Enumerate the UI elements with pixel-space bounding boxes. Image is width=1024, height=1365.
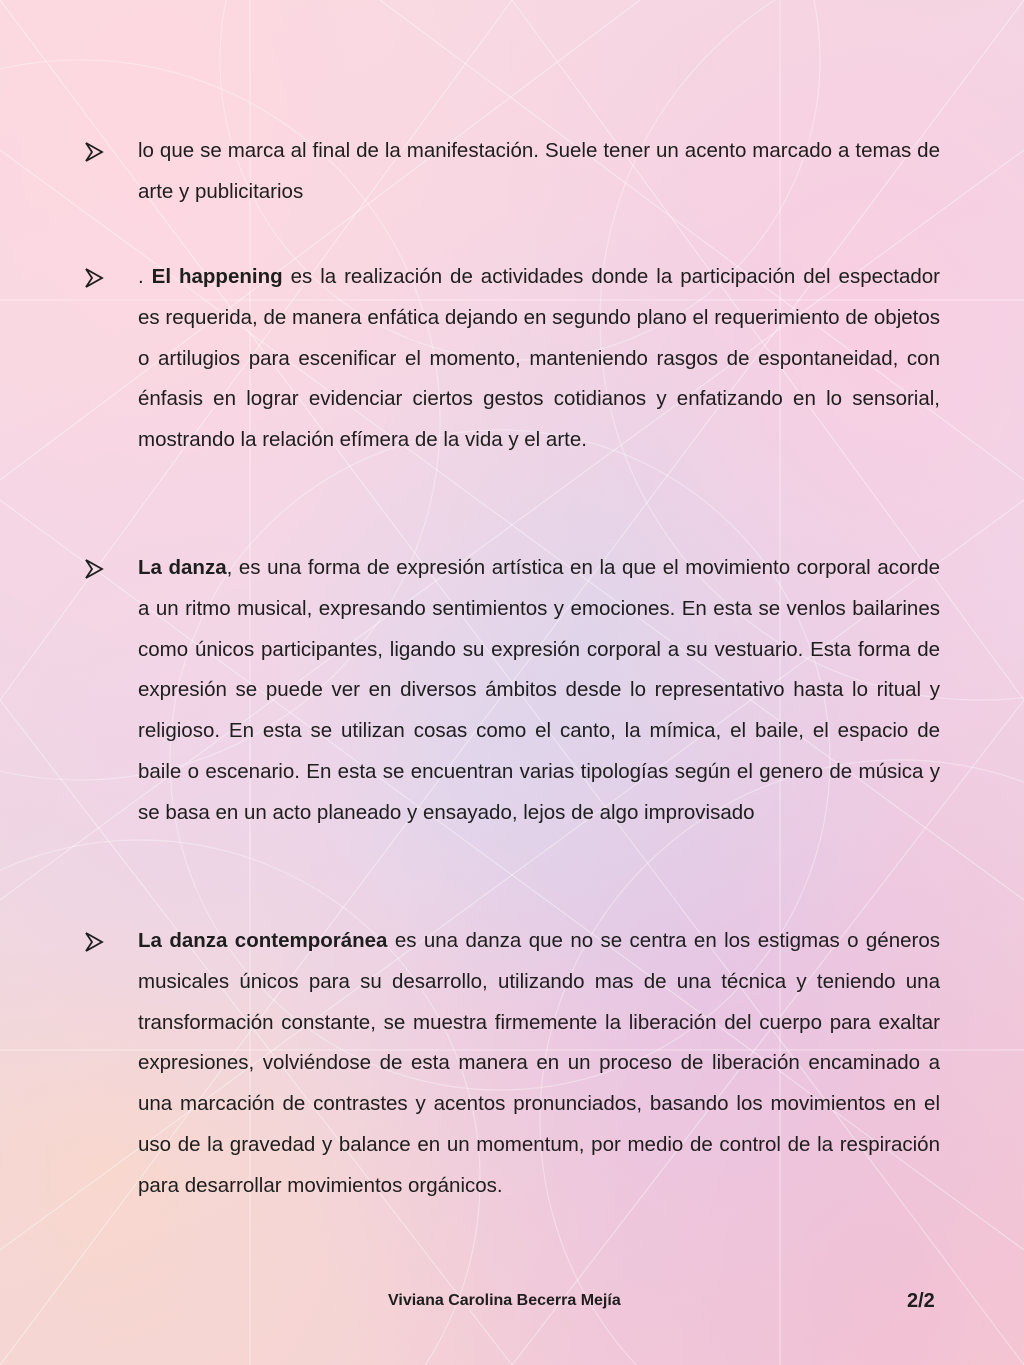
paragraph-happening: [138, 257, 940, 461]
paragraph-prefix: .: [138, 265, 152, 288]
paragraph-lead-term: La danza contemporánea: [138, 929, 388, 952]
arrowhead-bullet-icon: [84, 141, 104, 163]
page-number: 2/2: [907, 1290, 935, 1312]
paragraph-danza: [138, 548, 940, 834]
paragraph-lead-term: La danza: [138, 556, 227, 579]
paragraph-text: , es una forma de expresión artística en la que el movimiento corporal acorde a un ritmo musical, expresando sentimientos y emociones. En esta se venlos bailarines como únicos participantes, ligando su expresión corporal a su vestuario. Esta forma de expresión se puede ver en diversos ámbitos desde lo representativo hasta lo ritual y religioso. En esta se utilizan cosas como el canto, la mímica, el baile, el espacio de baile o escenario. En esta se encuentran varias tipologías según el genero de música y se basa en un acto planeado y ensayado, lejos de algo improvisado: [138, 556, 940, 824]
paragraph-manifestation: [138, 131, 940, 213]
footer-author: Viviana Carolina Becerra Mejía: [388, 1292, 621, 1309]
arrowhead-bullet-icon: [84, 558, 104, 580]
paragraph-text: lo que se marca al final de la manifestación. Suele tener un acento marcado a temas de arte y publicitarios: [138, 139, 940, 203]
arrowhead-bullet-icon: [84, 931, 104, 953]
arrowhead-bullet-icon: [84, 267, 104, 289]
paragraph-danza-contemporanea: [138, 921, 940, 1207]
paragraph-text: es la realización de actividades donde la participación del espectador es requerida, de manera enfática dejando en segundo plano el requerimiento de objetos o artilugios para escenificar el momento, manteniendo rasgos de espontaneidad, con énfasis en lograr evidenciar ciertos gestos cotidianos y enfatizando en lo sensorial, mostrando la relación efímera de la vida y el arte.: [138, 265, 940, 452]
paragraph-text: es una danza que no se centra en los estigmas o géneros musicales únicos para su desarrollo, utilizando mas de una técnica y teniendo una transformación constante, se muestra firmemente la liberación del cuerpo para exaltar expresiones, volviéndose de esta manera en un proceso de liberación encaminado a una marcación de contrastes y acentos pronunciados, basando los movimientos en el uso de la gravedad y balance en un momentum, por medio de control de la respiración para desarrollar movimientos orgánicos.: [138, 929, 940, 1197]
paragraph-lead-term: El happening: [151, 265, 283, 288]
